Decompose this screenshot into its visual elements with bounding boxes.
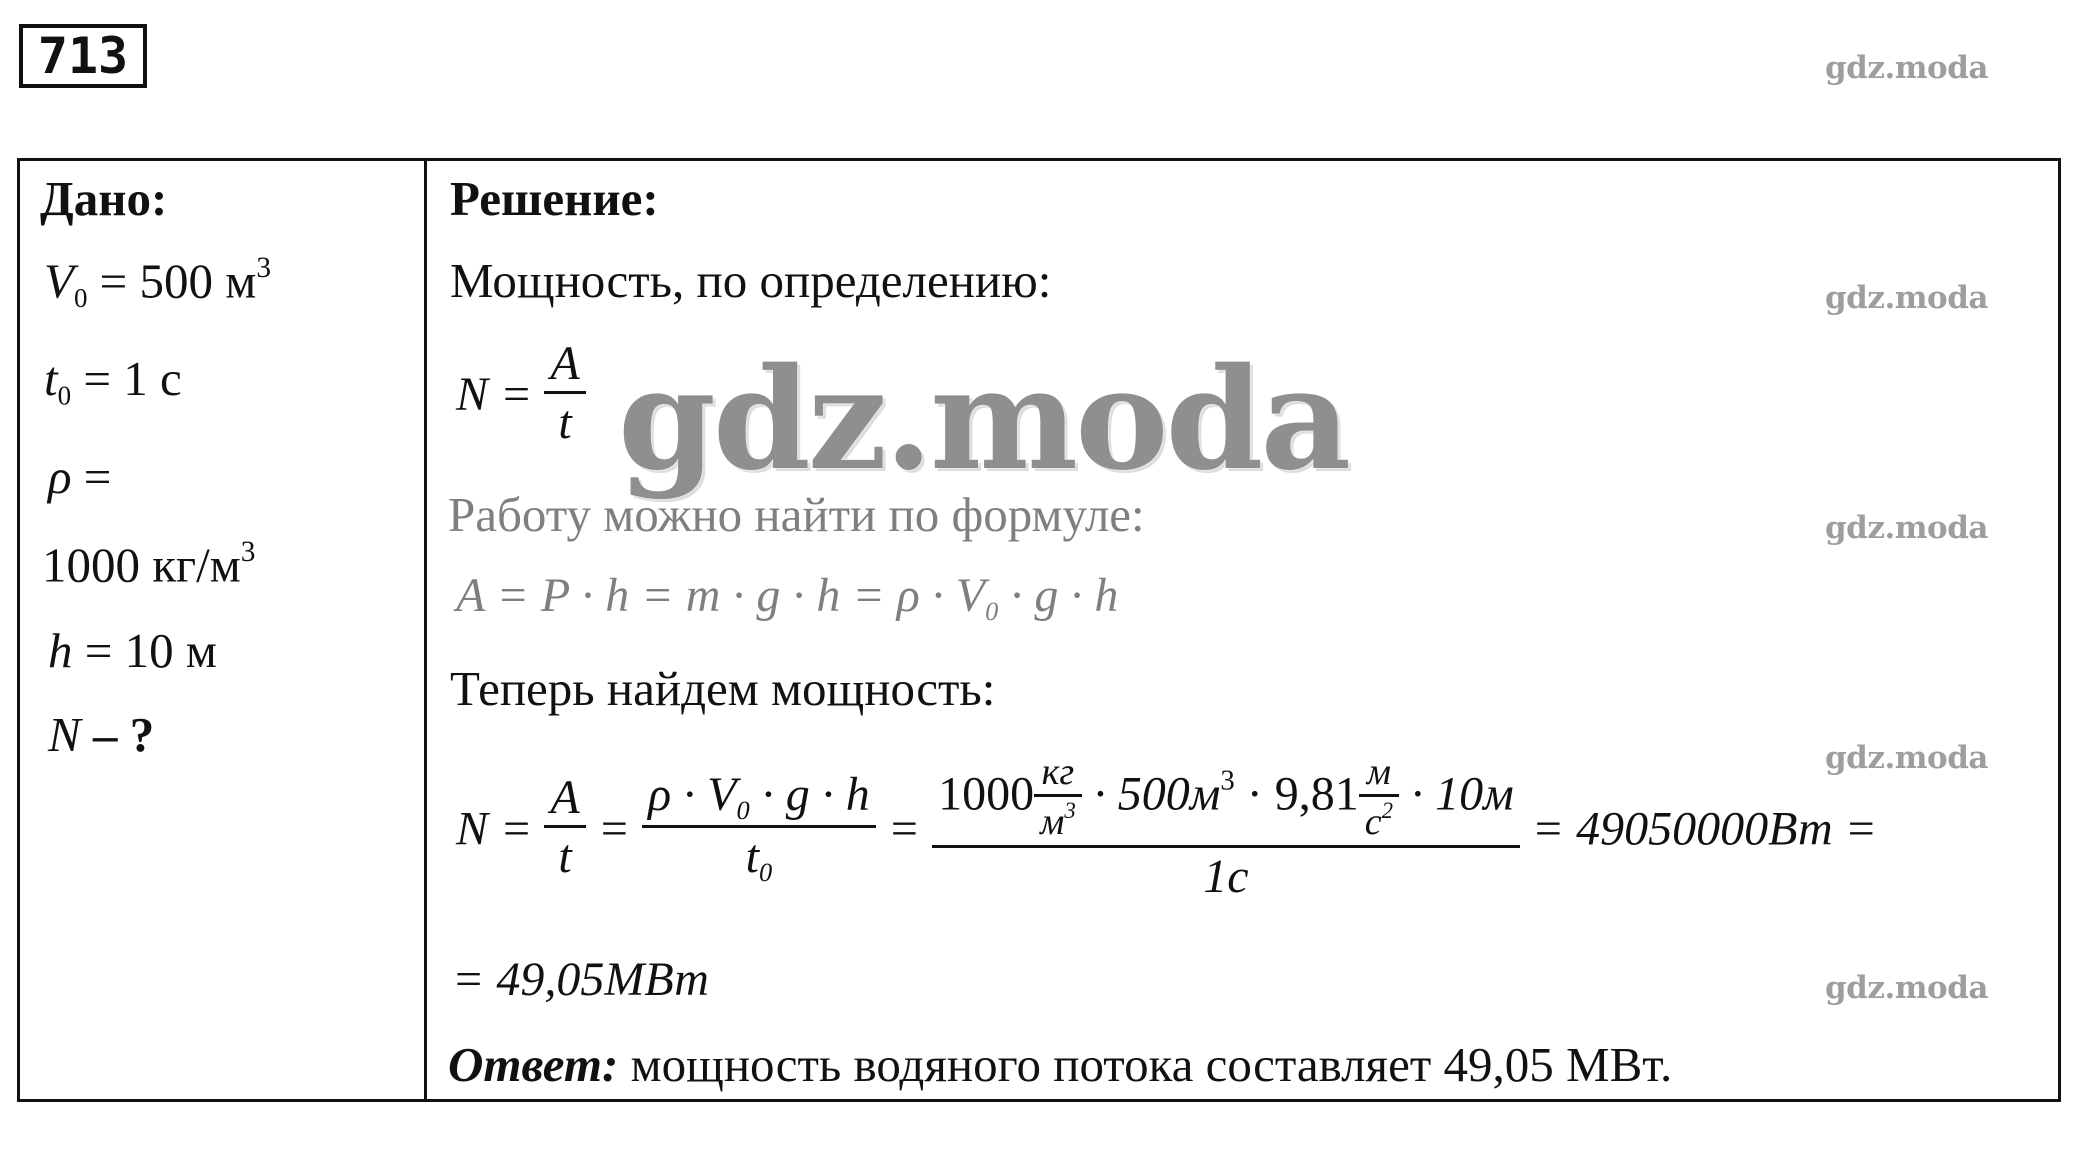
given-line: ρ = xyxy=(48,449,112,504)
given-header: Дано: xyxy=(40,171,168,226)
given-line: $t_0 = 1$ с xyxy=(44,351,182,411)
given-line: h = 10 м xyxy=(48,623,217,678)
watermark: gdz.moda xyxy=(1825,970,1988,1006)
watermark: gdz.moda xyxy=(1825,50,1988,86)
given-line: N – ? xyxy=(48,707,155,762)
solution-text: Теперь найдем мощность: xyxy=(450,661,996,716)
formula-power-definition: N = $\frac{A}{t}$ xyxy=(456,338,586,451)
given-line: 1000 $кг/м^3$ xyxy=(42,536,256,593)
solution-header: Решение: xyxy=(450,171,659,226)
solution-text: Работу можно найти по формуле: xyxy=(448,487,1145,542)
problem-number: 713 xyxy=(19,24,147,88)
formula-result: = 49,05МВт xyxy=(452,953,709,1006)
formula-power-calculation: N = $\frac{A}{t}$ = $\frac{\rho \cdot V_0 \cdot g \cdot h}{t_0}$ = 1000 $\frac{кг}{м^3}$ · $500м^3 \cdot 9,81$ $\frac{м}{с^2}$ · 10м 1с = 49050000Вт = xyxy=(456,751,1878,904)
formula-work: $A = P \cdot h = m \cdot g \cdot h = \rho \cdot V_0 \cdot g \cdot h$ xyxy=(456,569,1119,627)
answer: Ответ: мощность водяного потока составляет 49,05 МВт. xyxy=(448,1037,1673,1092)
watermark: gdz.moda xyxy=(1825,280,1988,316)
given-line: $V_0 = 500$ $м^3$ xyxy=(44,252,272,313)
column-divider xyxy=(424,158,427,1102)
watermark-large: gdz.moda xyxy=(618,338,1349,502)
watermark: gdz.moda xyxy=(1825,740,1988,776)
solution-text: Мощность, по определению: xyxy=(450,253,1052,308)
watermark: gdz.moda xyxy=(1825,510,1988,546)
